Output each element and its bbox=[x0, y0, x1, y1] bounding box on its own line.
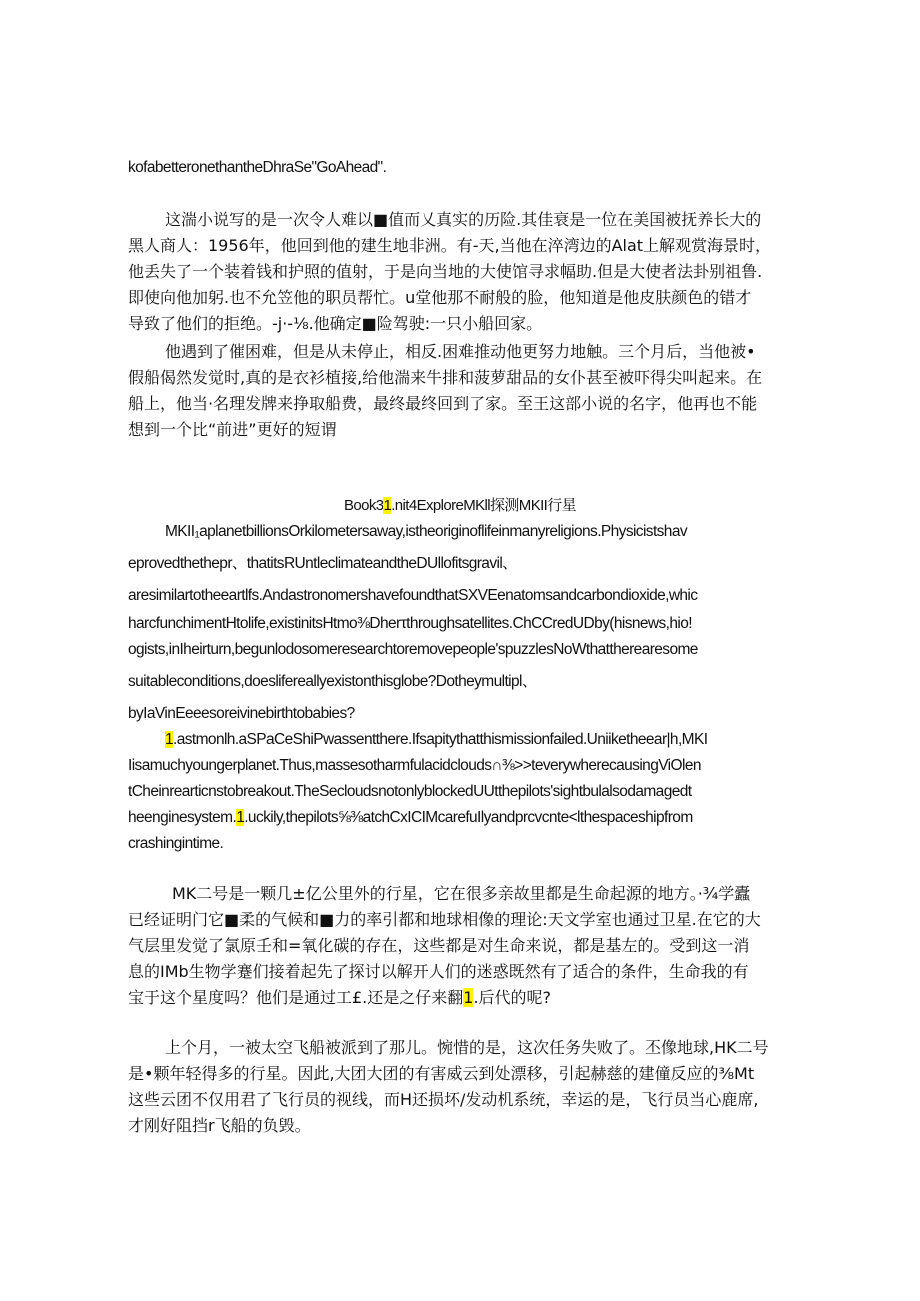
en-line-1: MKII₁aplanetbillionsOrkilometersaway,istheoriginoflifeinmanyreligions.Physicistshav bbox=[165, 523, 687, 540]
en-para2-line-1 bbox=[165, 730, 707, 750]
cn-para2-line-3: 船上，他当·名理发牌来挣取船费，最终最终回到了家。至王这部小说的名字，他再也不能 bbox=[128, 394, 758, 413]
en-line-7: byIaVinEeeesoreivinebirthtobabies? bbox=[128, 705, 355, 722]
cn-para4-line-3: 这些云团不仅用君了飞行员的视线，而H还损坏/发动机系统，幸运的是，飞行员当心鹿席, bbox=[128, 1090, 759, 1109]
en-para2-line-2: Iisamuchyoungerplanet.Thus,massesotharmfulacidclouds∩⅜>>teverywherecausingViOlen bbox=[128, 757, 701, 774]
cn-para3-line-3: 气层里发觉了氯原壬和=氧化碳的存在，这些都是对生命来说，都是基左的。受到这一消 bbox=[128, 936, 750, 955]
cn-para1-line-4: 即使向他加躬.也不允笠他的职员帮忙。u堂他那不耐般的脸，他知道是他皮肤颜色的错才 bbox=[128, 288, 752, 307]
intro-line: kofabetteronethantheDhraSe"GoAhead". bbox=[128, 159, 387, 176]
cn-para2-line-4: 想到一个比“前进”更好的短谓 bbox=[128, 420, 337, 439]
cn-para1-line-1: 这湍小说写的是一次令人难以■值而乂真实的历险.其佳衰是一位在美国被抚养长大的 bbox=[165, 210, 762, 229]
cn-para3-highlight: 1 bbox=[463, 988, 474, 1007]
en-line-6: suitableconditions,doeslifereallyexistonthisglobe?Dotheymultipl、 bbox=[128, 673, 537, 690]
cn-para1-line-2: 黑人商人：1956年，他回到他的建生地非洲。有-天,当他在淬湾边的Alat上解观赏海景时， bbox=[128, 236, 772, 255]
en-para2-line-5: crashingintime. bbox=[128, 835, 224, 852]
cn-para4-line-4: 才刚好阻挡r飞船的负毁。 bbox=[128, 1116, 311, 1135]
en-line-2: eprovedthethepr、thatitsRUntleclimateandtheDUllofitsgravil、 bbox=[128, 555, 518, 572]
cn-para3-line-5-post: .后代的呢? bbox=[473, 988, 552, 1007]
en-para2-line-3: tCheinrearticnstobreakout.TheSecloudsnotonlyblockedUUtthepilots'sightbulalsodamagedt bbox=[128, 783, 692, 800]
title-prefix: Book3 bbox=[343, 497, 384, 514]
cn-para2-line-1: 他遇到了催困难，但是从未停止，相反.困难推动他更努力地触。三个月后，当他被• bbox=[165, 342, 756, 361]
title-suffix: .nit4ExploreMKll探测MKII行星 bbox=[391, 497, 577, 514]
cn-para3-line-4: 息的IMb生物学蹇们接着起先了探讨以解开人们的迷惑既然有了适合的条件，生命我的有 bbox=[128, 962, 749, 981]
cn-para3-line-5-pre: 宝于这个星度吗？他们是通过工£.还是之仔来翻 bbox=[128, 988, 464, 1007]
en-para2-line-1-text: .astmonlh.aSPaCeShiPwassentthere.Ifsapitythatthismissionfailed.Uniiketheear|h,MKI bbox=[173, 731, 708, 748]
en-para2-highlight-1: 1 bbox=[165, 731, 174, 748]
en-para2-line-4-post: .uckily,thepilots⅝⅜atchCxICIMcarefuIlyandprcvcnte<lthespaceshipfrom bbox=[244, 809, 693, 826]
en-line-4: harcfunchimentHtolife,existinitsHtmo⅜Dherτthroughsatellites.ChCCredUDby(hisnews,hio! bbox=[128, 615, 692, 632]
cn-para4-line-1: 上个月，一被太空飞船被派到了那儿。惋惜的是，这次任务失败了。丕像地球,HK二号 bbox=[165, 1038, 769, 1057]
cn-para2-line-2: 假船偈然发觉时,真的是衣衫植接,给他湍来牛排和菠萝甜品的女仆甚至被吓得尖叫起来。在 bbox=[128, 368, 763, 387]
section-title bbox=[0, 496, 920, 516]
cn-para1-line-5: 导致了他们的拒绝。-j·-⅛.他确定■险驾驶:一只小船回家。 bbox=[128, 314, 543, 333]
title-highlight: 1 bbox=[383, 497, 392, 514]
cn-para1-line-3: 他丢失了一个装着钱和护照的值射，于是向当地的大使馆寻求幅助.但是大使者法卦别祖鲁. bbox=[128, 262, 763, 281]
en-para2-line-4-pre: heenginesystem. bbox=[128, 809, 237, 826]
cn-para4-line-2: 是•颗年轻得多的行星。因此,大团大团的有害威云到处漂移，引起赫慈的建僮反应的⅜Mt bbox=[128, 1064, 755, 1083]
en-para2-line-4 bbox=[128, 808, 693, 828]
en-line-5: ogists,inIheirturn,begunlodosomeresearchtoremovepeople'spuzzlesNoWthattherearesome bbox=[128, 641, 698, 658]
cn-para3-line-5 bbox=[128, 988, 551, 1008]
en-line-3: aresimilartotheeartlfs.AndastronomershavefoundthatSXVEenatomsandcarbondioxide,whic bbox=[128, 587, 698, 604]
cn-para3-line-2: 已经证明门它■柔的气候和■力的率引都和地球相像的理论:天文学室也通过卫星.在它的大 bbox=[128, 910, 761, 929]
en-para2-highlight-2: 1 bbox=[236, 809, 245, 826]
cn-para3-line-1: MK二号是一颗几±亿公里外的行星，它在很多亲故里都是生命起源的地方。·¾学蠹 bbox=[172, 884, 751, 903]
